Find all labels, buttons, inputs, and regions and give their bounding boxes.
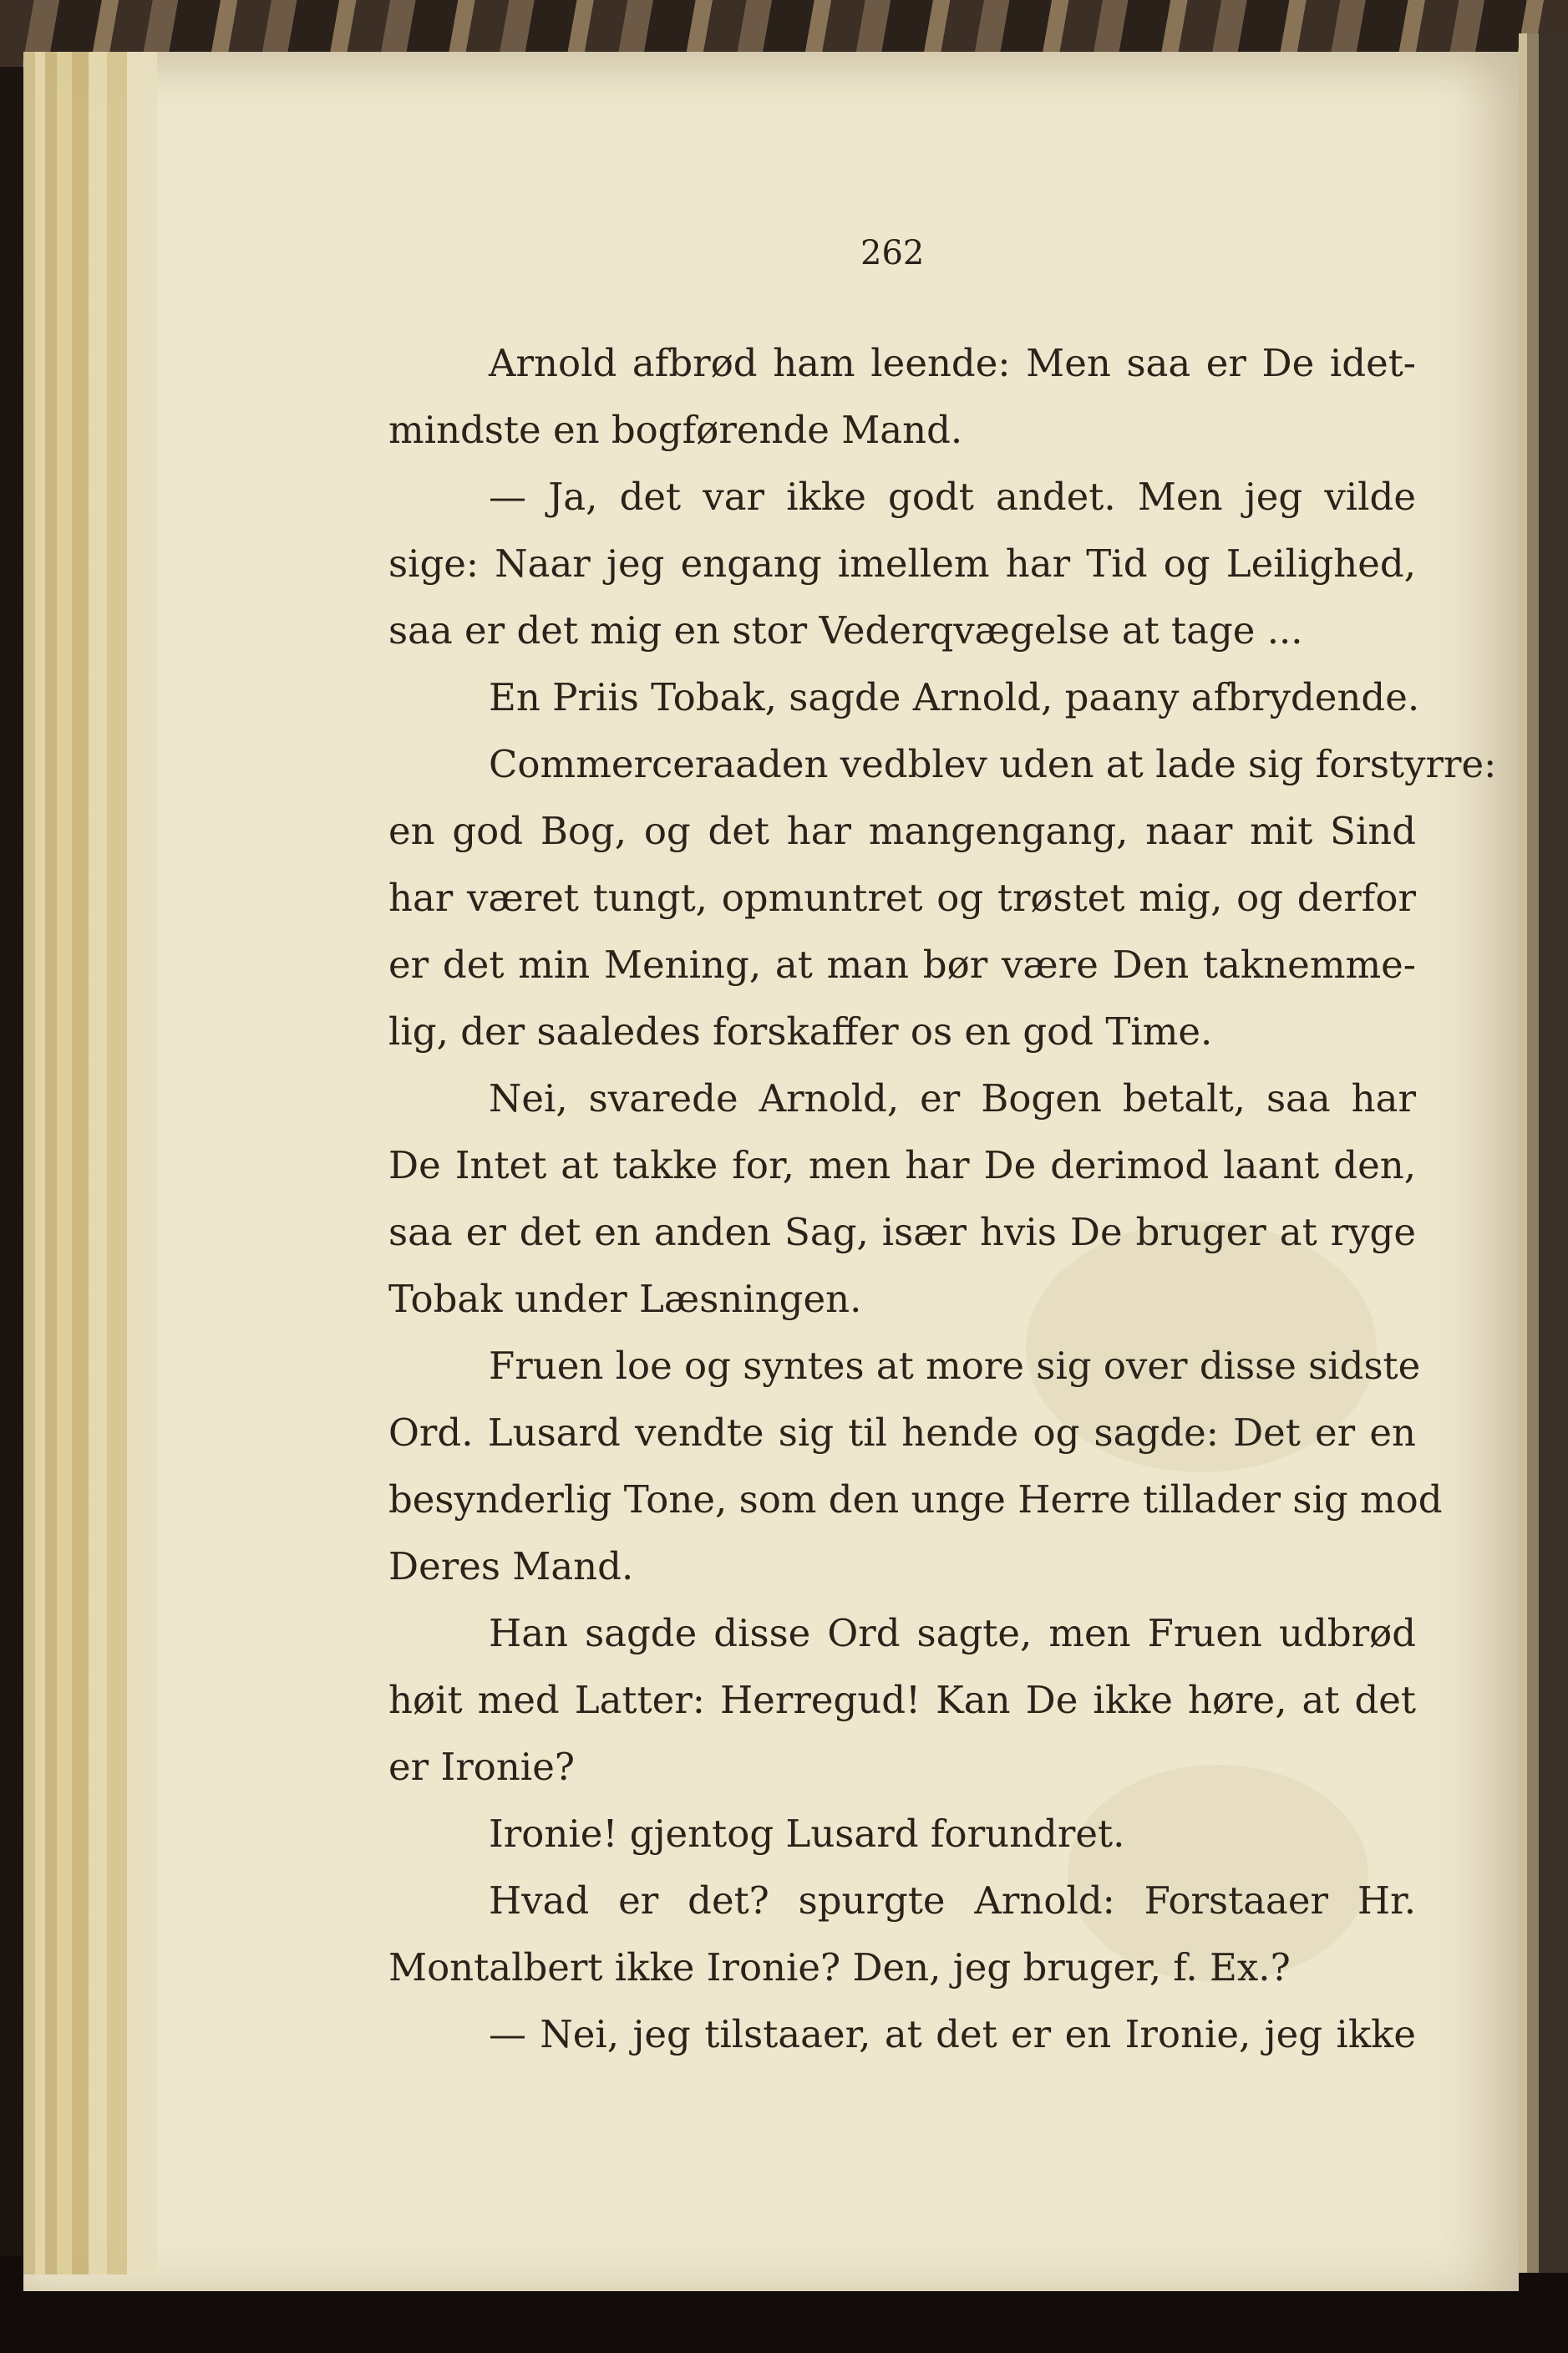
text-line: mindste en bogførende Mand. (388, 408, 963, 452)
page-number: 262 (860, 234, 925, 272)
text-line: Fruen loe og syntes at more sig over disse sidste (489, 1344, 1421, 1388)
text-line: saa er det en anden Sag, især hvis De bruger at ryge (388, 1210, 1416, 1254)
text-line: er Ironie? (388, 1745, 575, 1789)
text-line: besynderlig Tone, som den unge Herre tillader sig mod (388, 1477, 1443, 1522)
text-line: høit med Latter: Herregud! Kan De ikke høre, at det (388, 1678, 1416, 1722)
text-line: — Nei, jeg tilstaaer, at det er en Ironie, jeg ikke (489, 2012, 1416, 2056)
text-line: — Ja, det var ikke godt andet. Men jeg vilde (489, 475, 1416, 519)
text-line: saa er det mig en stor Vederqvægelse at tage ... (388, 608, 1303, 653)
text-line: Nei, svarede Arnold, er Bogen betalt, saa har (489, 1076, 1416, 1121)
text-line: Commerceraaden vedblev uden at lade sig forstyrre: (489, 742, 1497, 786)
text-line: har været tungt, opmuntret og trøstet mig, og derfor (388, 876, 1416, 920)
text-line: Hvad er det? spurgte Arnold: Forstaaer Hr. (489, 1878, 1416, 1923)
text-line: sige: Naar jeg engang imellem har Tid og Leilighed, (388, 541, 1416, 586)
book-right-edge (1519, 33, 1568, 2273)
text-line: Deres Mand. (388, 1544, 634, 1588)
text-line: lig, der saaledes forskaffer os en god Time. (388, 1009, 1213, 1054)
text-line: Tobak under Læsningen. (388, 1277, 862, 1321)
text-line: Han sagde disse Ord sagte, men Fruen udbrød (489, 1611, 1416, 1655)
text-line: er det min Mening, at man bør være Den taknemme- (388, 943, 1416, 987)
text-line: Ironie! gjentog Lusard forundret. (489, 1812, 1125, 1856)
text-line: Montalbert ikke Ironie? Den, jeg bruger, f. Ex.? (388, 1945, 1291, 1990)
text-line: Ord. Lusard vendte sig til hende og sagde: Det er en (388, 1410, 1416, 1455)
text-line: en god Bog, og det har mangengang, naar mit Sind (388, 809, 1416, 853)
text-line: En Priis Tobak, sagde Arnold, paany afbrydende. (489, 675, 1420, 719)
text-line: Arnold afbrød ham leende: Men saa er De idet- (489, 341, 1416, 385)
page-edges (23, 52, 157, 2274)
text-line: De Intet at takke for, men har De derimod laant den, (388, 1143, 1416, 1187)
